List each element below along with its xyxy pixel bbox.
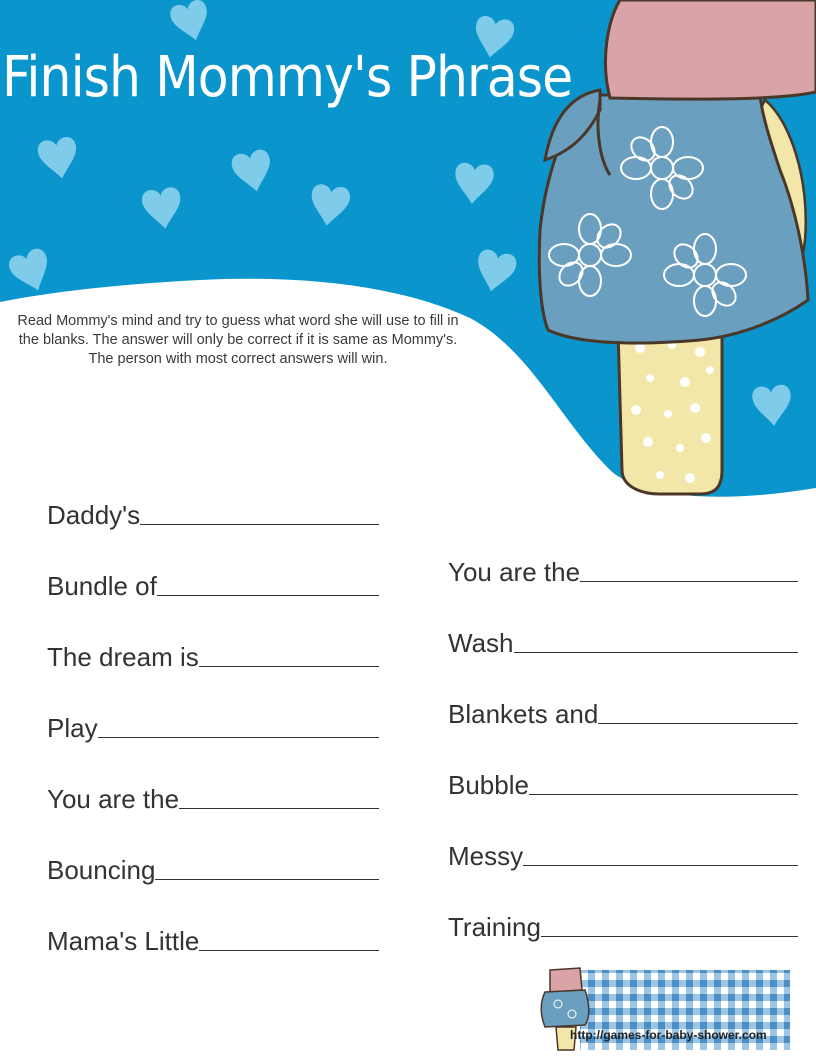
answer-blank[interactable] (199, 950, 379, 951)
phrase-item (448, 697, 798, 727)
website-link[interactable]: http://games-for-baby-shower.com (570, 1028, 767, 1042)
phrase-item (448, 626, 798, 656)
answer-blank[interactable] (140, 524, 379, 525)
phrase-label: Training (448, 912, 541, 942)
phrase-label: Messy (448, 841, 524, 871)
answer-blank[interactable] (155, 879, 379, 880)
answer-blank[interactable] (157, 595, 379, 596)
phrase-label: Daddy's (47, 500, 141, 530)
instructions-text: Read Mommy's mind and try to guess what word she will use to fill in the blanks. The answer will only be correct if it is same as Mommy's. The person with most correct answers will win. (17, 313, 459, 367)
answer-blank[interactable] (541, 936, 798, 937)
phrase-item (47, 569, 379, 599)
answer-blank[interactable] (514, 652, 799, 653)
phrase-item (448, 839, 798, 869)
phrase-label: Mama's Little (47, 926, 200, 956)
phrase-label: You are the (448, 557, 581, 587)
phrase-label: You are the (47, 784, 180, 814)
phrase-label: The dream is (47, 642, 199, 672)
phrase-item (47, 640, 379, 670)
page-title: Finish Mommy's Phrase (2, 45, 573, 110)
phrase-item (47, 853, 379, 883)
answer-blank[interactable] (529, 794, 798, 795)
phrase-column-right (448, 555, 798, 981)
phrase-label: Bouncing (47, 855, 156, 885)
phrase-item (47, 782, 379, 812)
phrase-item (47, 924, 379, 954)
phrase-item (448, 768, 798, 798)
answer-blank[interactable] (598, 723, 798, 724)
phrase-item (448, 555, 798, 585)
answer-blank[interactable] (523, 865, 798, 866)
answer-blank[interactable] (179, 808, 379, 809)
phrase-column-left (47, 498, 379, 995)
phrase-item (47, 711, 379, 741)
phrase-item (47, 498, 379, 528)
answer-blank[interactable] (98, 737, 379, 738)
phrase-item (448, 910, 798, 940)
phrase-label: Bundle of (47, 571, 157, 601)
phrase-label: Wash (448, 628, 514, 658)
phrase-label: Play (47, 713, 98, 743)
phrase-label: Bubble (448, 770, 529, 800)
phrase-label: Blankets and (448, 699, 599, 729)
answer-blank[interactable] (199, 666, 379, 667)
answer-blank[interactable] (580, 581, 798, 582)
